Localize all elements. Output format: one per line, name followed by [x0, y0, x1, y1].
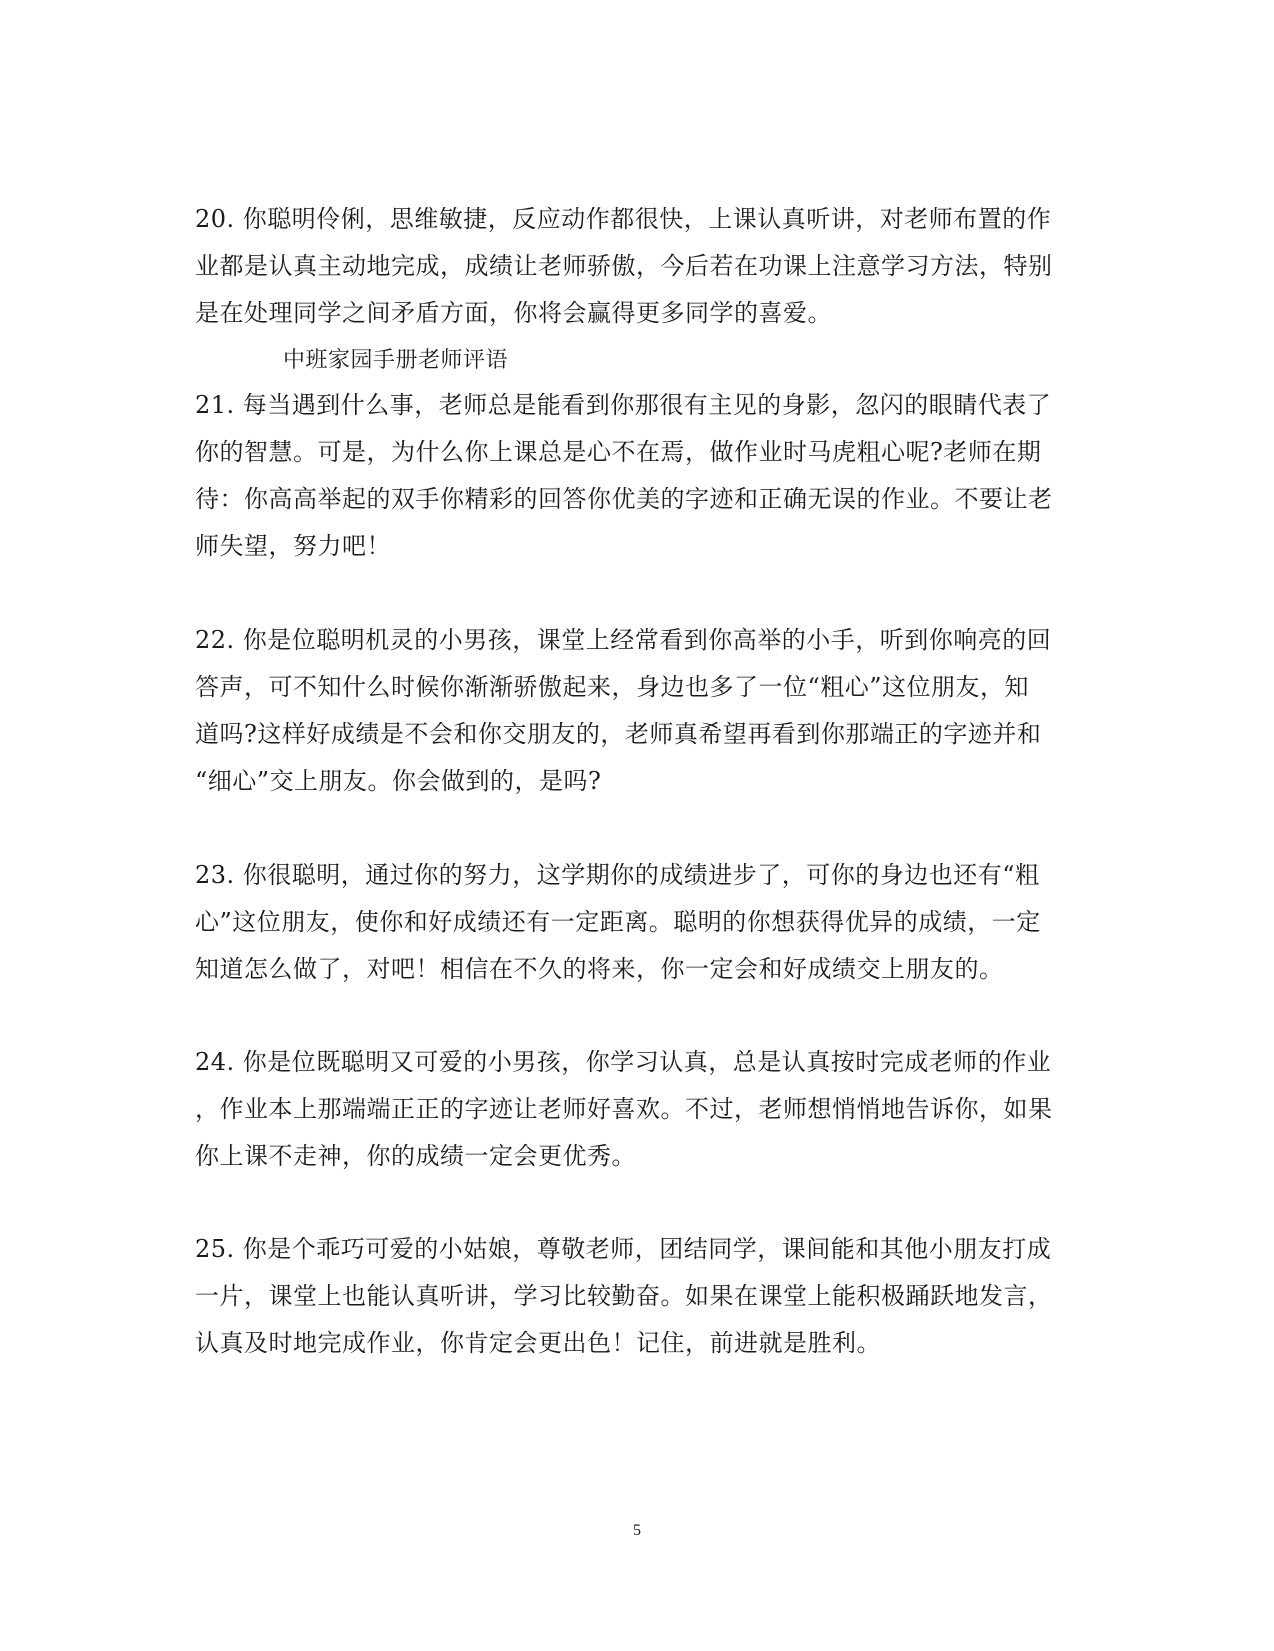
- section-subtitle: 中班家园手册老师评语: [283, 348, 509, 373]
- comment-line: 知道怎么做了，对吧！相信在不久的将来，你一定会和好成绩交上朋友的。: [195, 955, 1004, 983]
- comment-line: 是在处理同学之间矛盾方面，你将会赢得更多同学的喜爱。: [195, 299, 832, 327]
- comment-line: 认真及时地完成作业，你肯定会更出色！记住，前进就是胜利。: [195, 1329, 881, 1357]
- comment-line: 21. 每当遇到什么事，老师总是能看到你那很有主见的身影，忽闪的眼睛代表了: [195, 391, 1052, 419]
- comment-line: 道吗?这样好成绩是不会和你交朋友的，老师真希望再看到你那端正的字迹并和: [195, 720, 1042, 748]
- comment-line: 23. 你很聪明，通过你的努力，这学期你的成绩进步了，可你的身边也还有“粗: [195, 861, 1040, 889]
- comment-line: ，作业本上那端端正正的字迹让老师好喜欢。不过，老师想悄悄地告诉你，如果: [195, 1095, 1053, 1123]
- comment-line: 20. 你聪明伶俐，思维敏捷，反应动作都很快，上课认真听讲，对老师布置的作: [195, 205, 1052, 233]
- comment-line: 业都是认真主动地完成，成绩让老师骄傲，今后若在功课上注意学习方法，特别: [195, 252, 1053, 280]
- page-number: 5: [633, 1522, 641, 1539]
- comment-line: 你的智慧。可是，为什么你上课总是心不在焉，做作业时马虎粗心呢?老师在期: [195, 438, 1042, 466]
- comment-line: 答声，可不知什么时候你渐渐骄傲起来，身边也多了一位“粗心”这位朋友，知: [195, 673, 1030, 701]
- comment-line: 25. 你是个乖巧可爱的小姑娘，尊敬老师，团结同学，课间能和其他小朋友打成: [195, 1235, 1052, 1263]
- comment-line: 心”这位朋友，使你和好成绩还有一定距离。聪明的你想获得优异的成绩，一定: [195, 908, 1041, 936]
- comment-line: 你上课不走神，你的成绩一定会更优秀。: [195, 1142, 636, 1170]
- comment-line: 24. 你是位既聪明又可爱的小男孩，你学习认真，总是认真按时完成老师的作业: [195, 1048, 1052, 1076]
- comment-line: 一片，课堂上也能认真听讲，学习比较勤奋。如果在课堂上能积极踊跃地发言，: [195, 1282, 1053, 1310]
- comment-line: 师失望，努力吧！: [195, 532, 391, 560]
- comment-line: “细心”交上朋友。你会做到的，是吗?: [195, 767, 602, 795]
- comment-line: 待：你高高举起的双手你精彩的回答你优美的字迹和正确无误的作业。不要让老: [195, 485, 1053, 513]
- comment-line: 22. 你是位聪明机灵的小男孩，课堂上经常看到你高举的小手，听到你响亮的回: [195, 626, 1052, 654]
